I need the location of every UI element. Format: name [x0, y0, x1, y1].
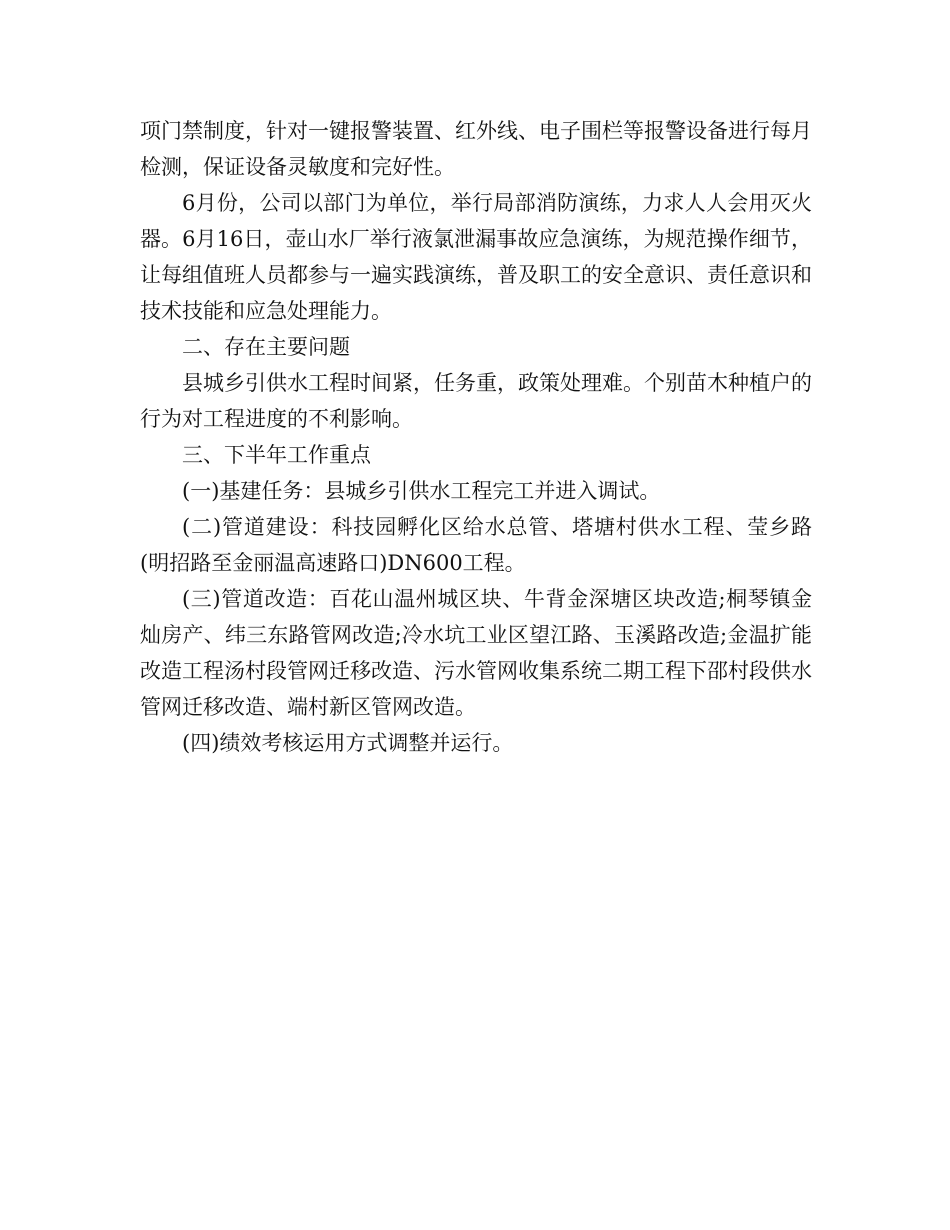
document-body	[140, 113, 812, 761]
item-pipeline-construction: (二)管道建设：科技园孵化区给水总管、塔塘村供水工程、莹乡路(明招路至金丽温高速路口)DN600工程。	[140, 515, 812, 575]
heading-main-problems: 二、存在主要问题	[182, 335, 350, 359]
heading-second-half-focus: 三、下半年工作重点	[182, 443, 371, 467]
paragraph-access-control-continued: 项门禁制度，针对一键报警装置、红外线、电子围栏等报警设备进行每月检测，保证设备灵敏度和完好性。	[140, 119, 812, 179]
item-infrastructure-task: (一)基建任务：县城乡引供水工程完工并进入调试。	[182, 479, 661, 503]
item-performance-assessment: (四)绩效考核运用方式调整并运行。	[182, 731, 514, 755]
item-pipeline-renovation: (三)管道改造：百花山温州城区块、牛背金深塘区块改造;桐琴镇金灿房产、纬三东路管网改造;冷水坑工业区望江路、玉溪路改造;金温扩能改造工程汤村段管网迁移改造、污水管网收集系统二期工程下邵村段供水管网迁移改造、端村新区管网改造。	[140, 587, 812, 719]
paragraph-fire-drill: 6月份，公司以部门为单位，举行局部消防演练，力求人人会用灭火器。6月16日，壶山水厂举行液氯泄漏事故应急演练，为规范操作细节，让每组值班人员都参与一遍实践演练，普及职工的安全意识、责任意识和技术技能和应急处理能力。	[140, 191, 812, 323]
paragraph-problems: 县城乡引供水工程时间紧，任务重，政策处理难。个别苗木种植户的行为对工程进度的不利影响。	[140, 371, 812, 431]
